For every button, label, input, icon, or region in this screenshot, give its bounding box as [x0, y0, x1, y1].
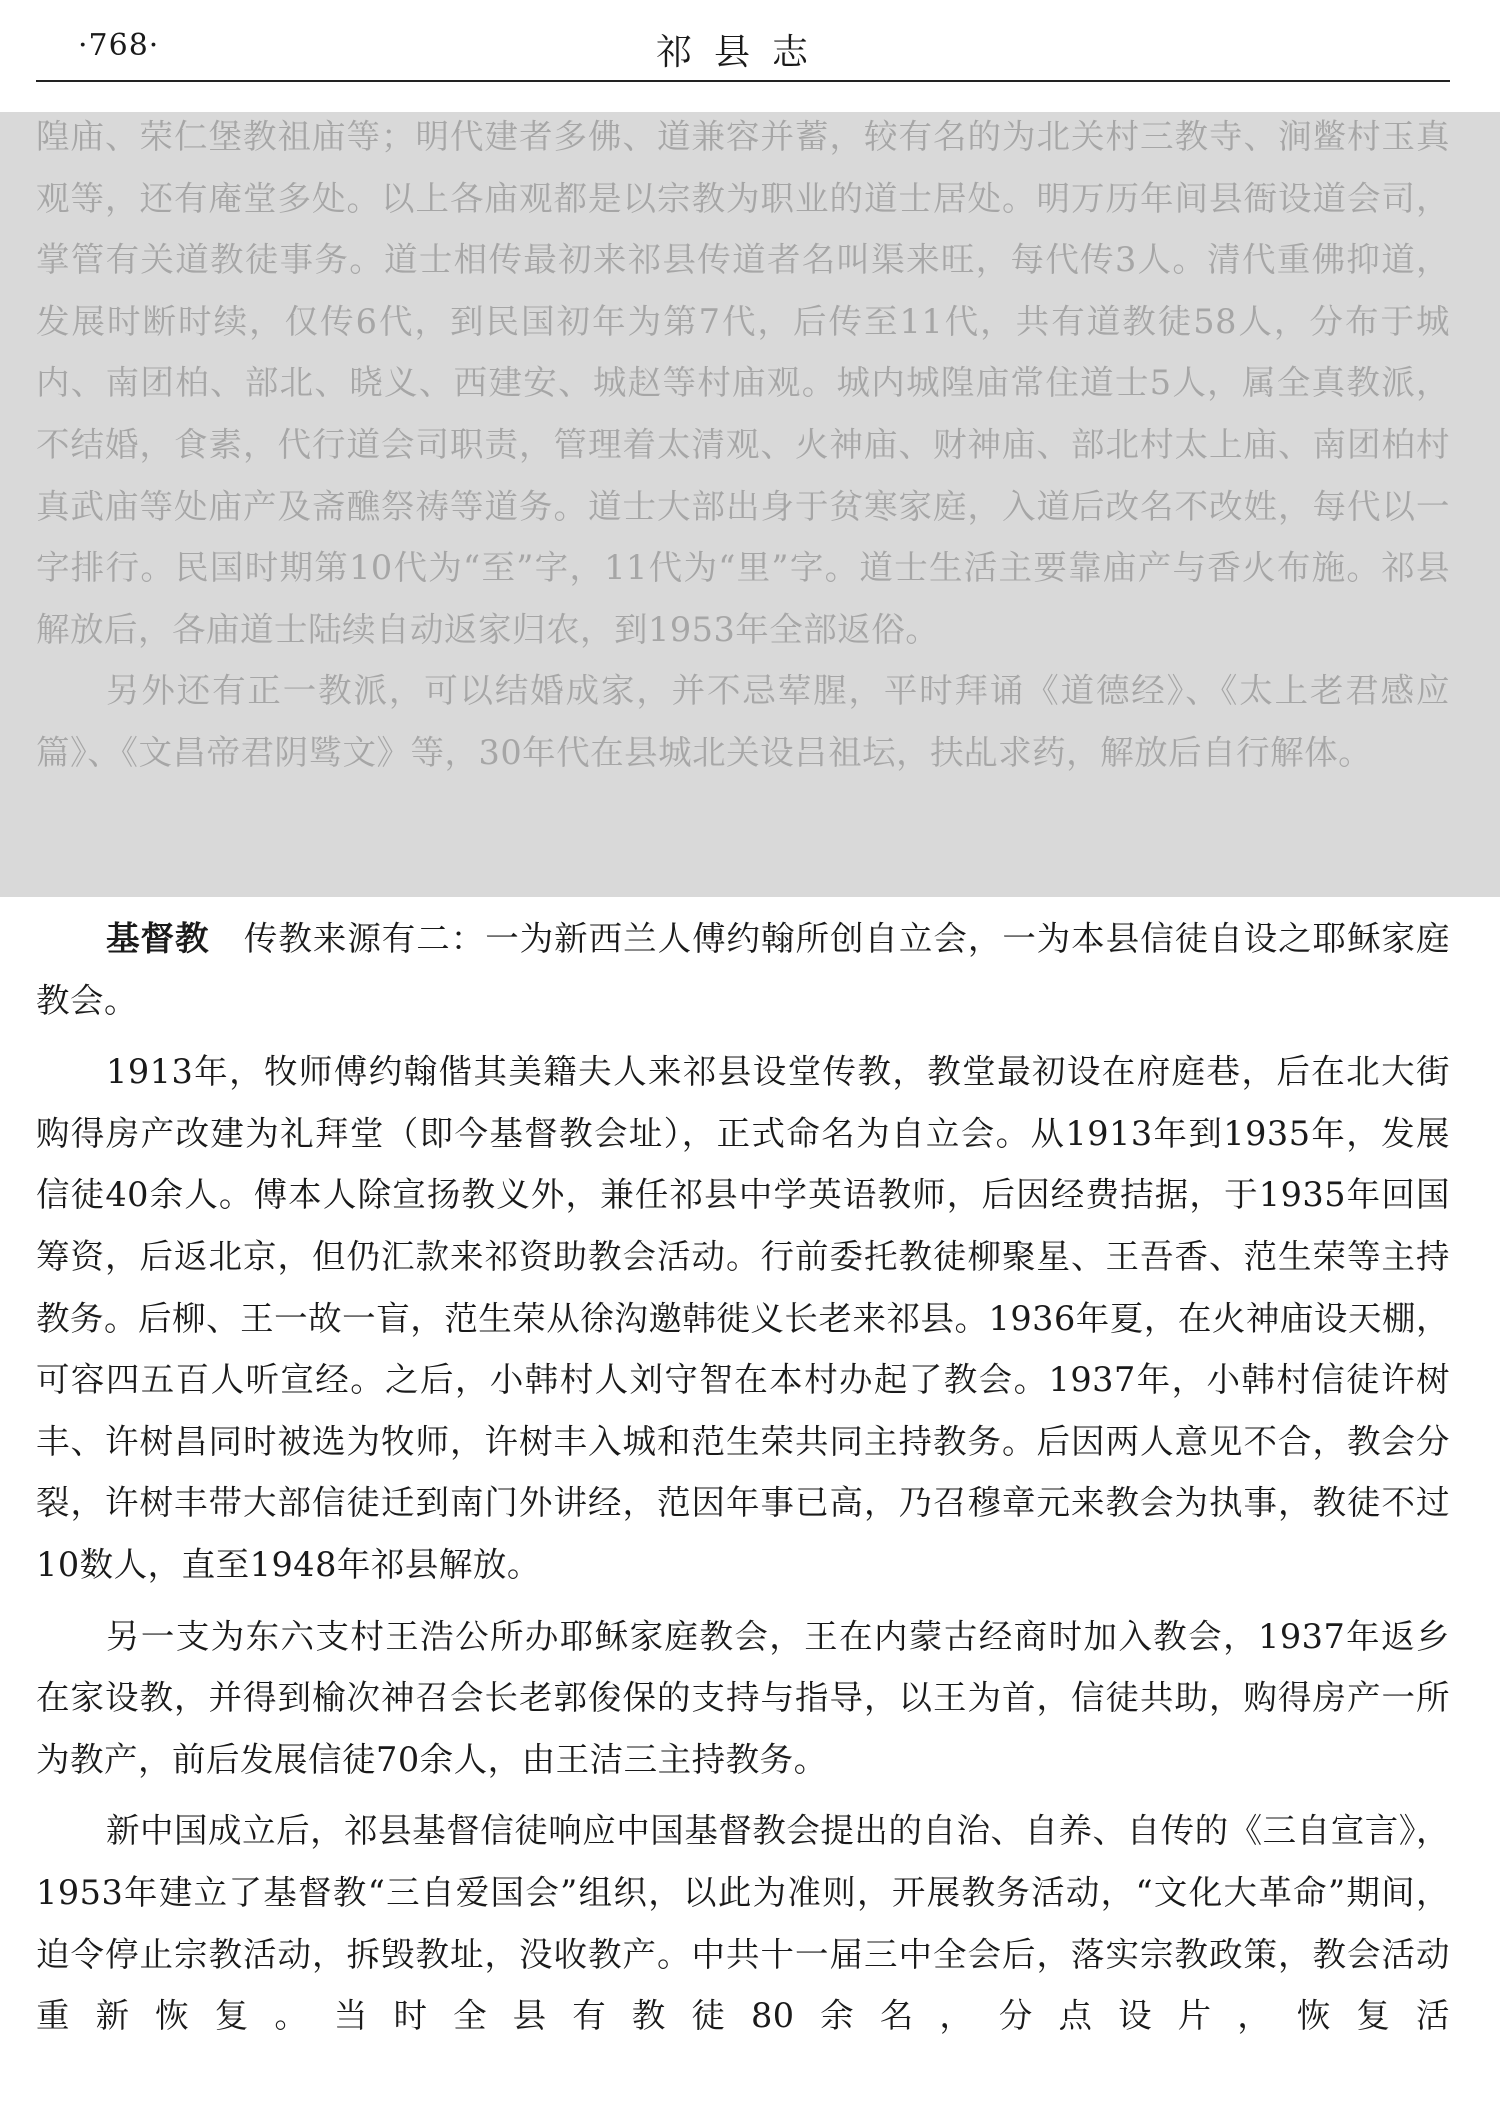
paragraph-post-1949: 新中国成立后，祁县基督信徒响应中国基督教会提出的自治、自养、自传的《三自宣言》，1953年建立了基督教“三自爱国会”组织，以此为准则，开展教务活动，“文化大革命”期间，迫令停止宗教活动，拆毁教址，没收教产。中共十一届三中全会后，落实宗教政策，教会活动重新恢复。当时全县有教徒80余名，分点设片，恢复活: [36, 1811, 1450, 2036]
section-heading-christianity: 基督教: [106, 919, 210, 958]
header-rule: [36, 80, 1450, 82]
page-number: ·768·: [78, 28, 160, 63]
paragraph-self-reliance-church: 1913年，牧师傅约翰偕其美籍夫人来祁县设堂传教，教堂最初设在府庭巷，后在北大街购得房产改建为礼拜堂（即今基督教会址），正式命名为自立会。从1913年到1935年，发展信徒40余人。傅本人除宣扬教义外，兼任祁县中学英语教师，后因经费拮据，于1935年回国筹资，后返北京，但仍汇款来祁资助教会活动。行前委托教徒柳聚星、王吾香、范生荣等主持教务。后柳、王一故一盲，范生荣从徐沟邀韩徙义长老来祁县。1936年夏，在火神庙设天棚，可容四五百人听宣经。之后，小韩村人刘守智在本村办起了教会。1937年，小韩村信徒许树丰、许树昌同时被选为牧师，许树丰入城和范生荣共同主持教务。后因两人意见不合，教会分裂，许树丰带大部信徒迁到南门外讲经，范因年事已高，乃召穆章元来教会为执事，教徒不过10数人，直至1948年祁县解放。: [36, 1052, 1450, 1584]
paragraph-christianity-intro: [36, 908, 1450, 1031]
page-header: [36, 20, 1450, 82]
christianity-intro-text: 传教来源有二：一为新西兰人傅约翰所创自立会，一为本县信徒自设之耶稣家庭教会。: [36, 919, 1451, 1020]
main-text-block: [36, 908, 1450, 2047]
book-title: 祁县志: [655, 32, 830, 73]
faded-text-block: [36, 106, 1450, 784]
paragraph-jesus-family-church: 另一支为东六支村王浩公所办耶稣家庭教会，王在内蒙古经商时加入教会，1937年返乡在家设教，并得到榆次神召会长老郭俊保的支持与指导，以王为首，信徒共助，购得房产一所为教产，前后发展信徒70余人，由王洁三主持教务。: [36, 1616, 1450, 1779]
paragraph-daoist-temples: 隍庙、荣仁堡教祖庙等；明代建者多佛、道兼容并蓄，较有名的为北关村三教寺、涧鳖村玉真观等，还有庵堂多处。以上各庙观都是以宗教为职业的道士居处。明万历年间县衙设道会司，掌管有关道教徒事务。道士相传最初来祁县传道者名叫渠来旺，每代传3人。清代重佛抑道，发展时断时续，仅传6代，到民国初年为第7代，后传至11代，共有道教徒58人，分布于城内、南团柏、部北、晓义、西建安、城赵等村庙观。城内城隍庙常住道士5人，属全真教派，不结婚，食素，代行道会司职责，管理着太清观、火神庙、财神庙、部北村太上庙、南团柏村真武庙等处庙产及斋醮祭祷等道务。道士大部出身于贫寒家庭，入道后改名不改姓，每代以一字排行。民国时期第10代为“至”字，11代为“里”字。道士生活主要靠庙产与香火布施。祁县解放后，各庙道士陆续自动返家归农，到1953年全部返俗。: [36, 117, 1450, 649]
paragraph-zhengyi-sect: 另外还有正一教派，可以结婚成家，并不忌荤腥，平时拜诵《道德经》、《太上老君感应篇》、《文昌帝君阴骘文》等，30年代在县城北关设吕祖坛，扶乩求药，解放后自行解体。: [36, 671, 1450, 772]
